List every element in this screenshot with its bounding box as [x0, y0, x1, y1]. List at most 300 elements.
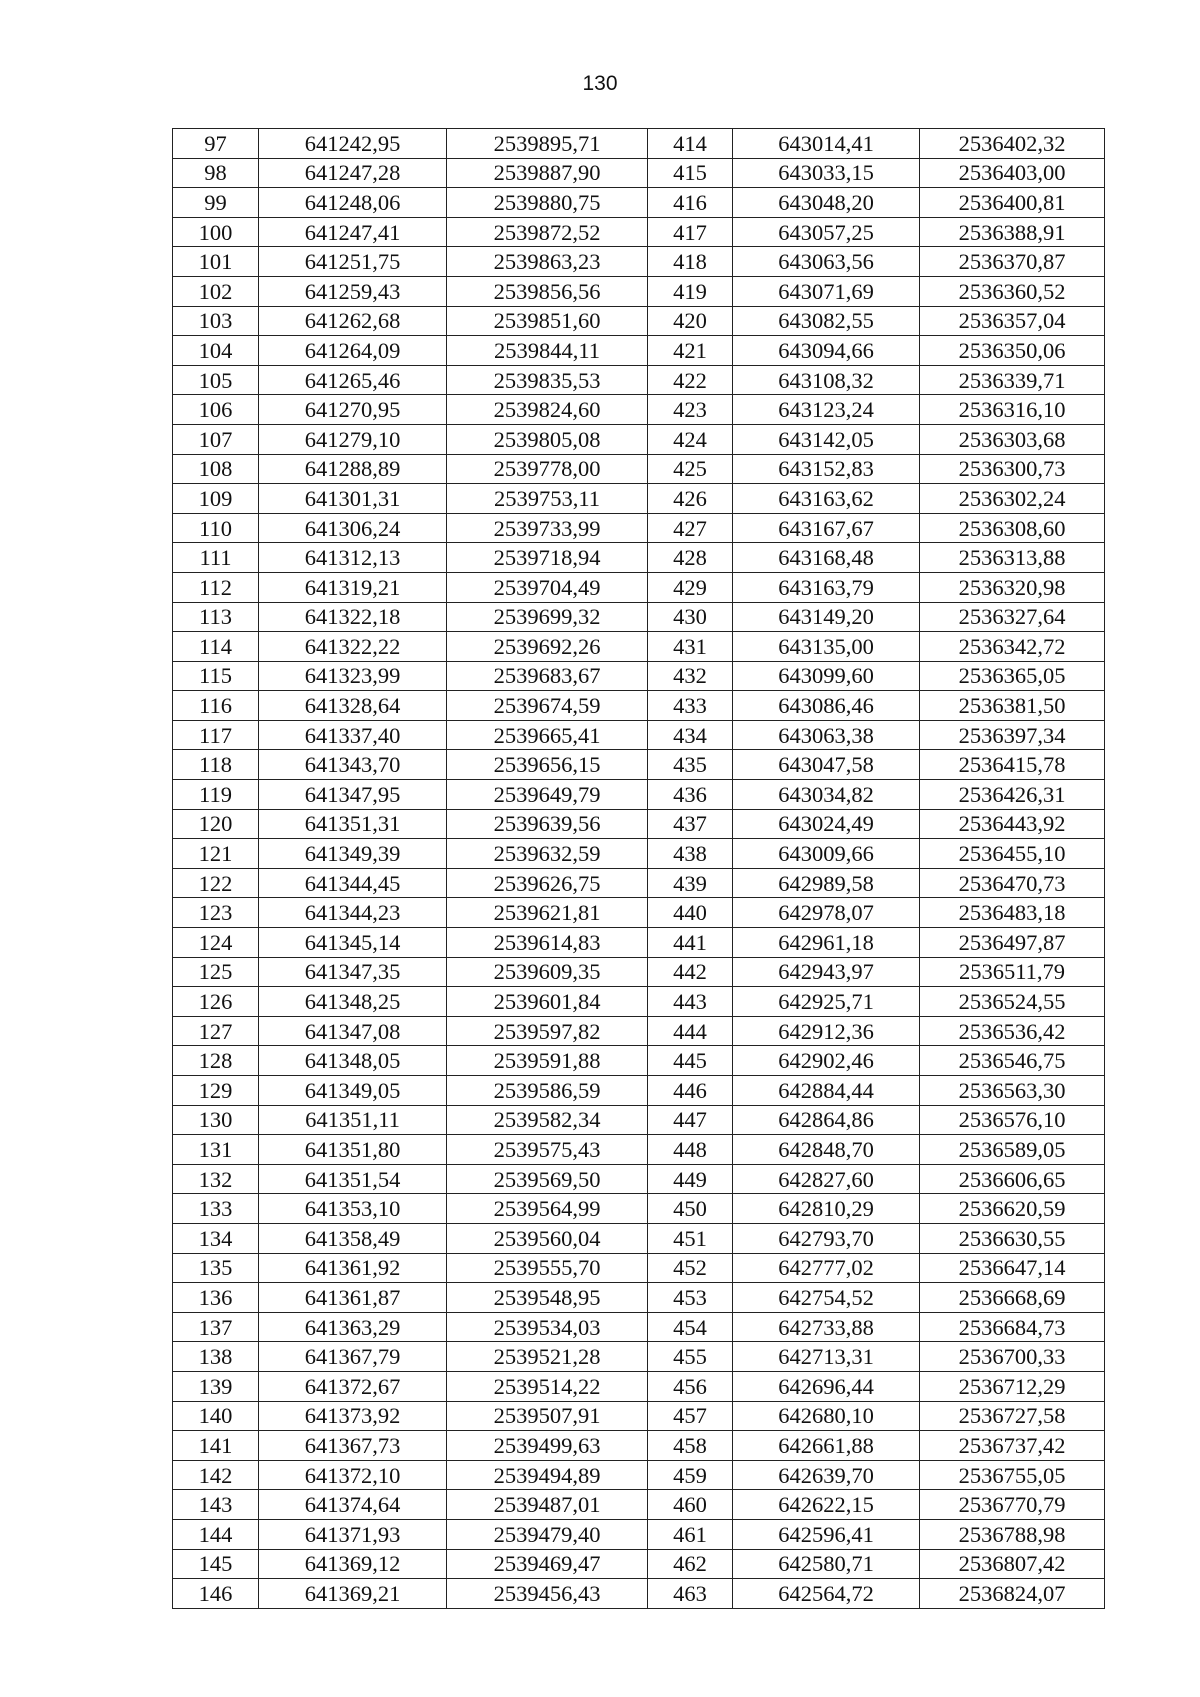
- y-coordinate-cell: 2539626,75: [447, 868, 648, 898]
- x-coordinate-cell: 643163,62: [733, 484, 920, 514]
- point-number-cell: 439: [648, 868, 733, 898]
- point-number-cell: 429: [648, 572, 733, 602]
- y-coordinate-cell: 2536320,98: [920, 572, 1105, 602]
- x-coordinate-cell: 641347,08: [259, 1016, 447, 1046]
- y-coordinate-cell: 2539569,50: [447, 1164, 648, 1194]
- point-number-cell: 120: [173, 809, 259, 839]
- point-number-cell: 124: [173, 928, 259, 958]
- y-coordinate-cell: 2536397,34: [920, 720, 1105, 750]
- table-row: [173, 1283, 1105, 1313]
- table-row: [173, 1519, 1105, 1549]
- x-coordinate-cell: 641344,23: [259, 898, 447, 928]
- y-coordinate-cell: 2536497,87: [920, 928, 1105, 958]
- y-coordinate-cell: 2536415,78: [920, 750, 1105, 780]
- x-coordinate-cell: 642884,44: [733, 1076, 920, 1106]
- x-coordinate-cell: 643135,00: [733, 632, 920, 662]
- x-coordinate-cell: 643163,79: [733, 572, 920, 602]
- x-coordinate-cell: 641262,68: [259, 306, 447, 336]
- y-coordinate-cell: 2539521,28: [447, 1342, 648, 1372]
- point-number-cell: 437: [648, 809, 733, 839]
- x-coordinate-cell: 641242,95: [259, 129, 447, 159]
- x-coordinate-cell: 642810,29: [733, 1194, 920, 1224]
- table-row: [173, 129, 1105, 159]
- x-coordinate-cell: 642989,58: [733, 868, 920, 898]
- y-coordinate-cell: 2539704,49: [447, 572, 648, 602]
- y-coordinate-cell: 2536313,88: [920, 543, 1105, 573]
- x-coordinate-cell: 642564,72: [733, 1579, 920, 1609]
- x-coordinate-cell: 641270,95: [259, 395, 447, 425]
- y-coordinate-cell: 2539674,59: [447, 691, 648, 721]
- y-coordinate-cell: 2539575,43: [447, 1135, 648, 1165]
- point-number-cell: 115: [173, 661, 259, 691]
- y-coordinate-cell: 2536339,71: [920, 365, 1105, 395]
- point-number-cell: 107: [173, 424, 259, 454]
- point-number-cell: 127: [173, 1016, 259, 1046]
- point-number-cell: 126: [173, 987, 259, 1017]
- table-row: [173, 1460, 1105, 1490]
- y-coordinate-cell: 2536370,87: [920, 247, 1105, 277]
- point-number-cell: 459: [648, 1460, 733, 1490]
- y-coordinate-cell: 2539718,94: [447, 543, 648, 573]
- x-coordinate-cell: 643048,20: [733, 188, 920, 218]
- point-number-cell: 118: [173, 750, 259, 780]
- table-row: [173, 1253, 1105, 1283]
- y-coordinate-cell: 2536755,05: [920, 1460, 1105, 1490]
- point-number-cell: 143: [173, 1490, 259, 1520]
- x-coordinate-cell: 641363,29: [259, 1312, 447, 1342]
- y-coordinate-cell: 2539555,70: [447, 1253, 648, 1283]
- y-coordinate-cell: 2536536,42: [920, 1016, 1105, 1046]
- table-row: [173, 158, 1105, 188]
- x-coordinate-cell: 641251,75: [259, 247, 447, 277]
- point-number-cell: 417: [648, 217, 733, 247]
- point-number-cell: 100: [173, 217, 259, 247]
- x-coordinate-cell: 642864,86: [733, 1105, 920, 1135]
- y-coordinate-cell: 2539507,91: [447, 1401, 648, 1431]
- x-coordinate-cell: 642925,71: [733, 987, 920, 1017]
- y-coordinate-cell: 2536470,73: [920, 868, 1105, 898]
- table-row: [173, 898, 1105, 928]
- point-number-cell: 103: [173, 306, 259, 336]
- point-number-cell: 122: [173, 868, 259, 898]
- y-coordinate-cell: 2539851,60: [447, 306, 648, 336]
- y-coordinate-cell: 2536712,29: [920, 1371, 1105, 1401]
- point-number-cell: 433: [648, 691, 733, 721]
- point-number-cell: 446: [648, 1076, 733, 1106]
- x-coordinate-cell: 641358,49: [259, 1223, 447, 1253]
- point-number-cell: 121: [173, 839, 259, 869]
- y-coordinate-cell: 2536684,73: [920, 1312, 1105, 1342]
- point-number-cell: 99: [173, 188, 259, 218]
- y-coordinate-cell: 2539872,52: [447, 217, 648, 247]
- y-coordinate-cell: 2539778,00: [447, 454, 648, 484]
- point-number-cell: 123: [173, 898, 259, 928]
- y-coordinate-cell: 2536381,50: [920, 691, 1105, 721]
- x-coordinate-cell: 642827,60: [733, 1164, 920, 1194]
- x-coordinate-cell: 643142,05: [733, 424, 920, 454]
- x-coordinate-cell: 641361,92: [259, 1253, 447, 1283]
- table-row: [173, 572, 1105, 602]
- x-coordinate-cell: 641349,05: [259, 1076, 447, 1106]
- table-row: [173, 602, 1105, 632]
- point-number-cell: 450: [648, 1194, 733, 1224]
- table-row: [173, 395, 1105, 425]
- point-number-cell: 133: [173, 1194, 259, 1224]
- y-coordinate-cell: 2536727,58: [920, 1401, 1105, 1431]
- point-number-cell: 430: [648, 602, 733, 632]
- y-coordinate-cell: 2536388,91: [920, 217, 1105, 247]
- point-number-cell: 142: [173, 1460, 259, 1490]
- x-coordinate-cell: 641322,18: [259, 602, 447, 632]
- y-coordinate-cell: 2539514,22: [447, 1371, 648, 1401]
- y-coordinate-cell: 2539844,11: [447, 336, 648, 366]
- x-coordinate-cell: 641351,11: [259, 1105, 447, 1135]
- table-row: [173, 1016, 1105, 1046]
- table-row: [173, 1490, 1105, 1520]
- y-coordinate-cell: 2539639,56: [447, 809, 648, 839]
- table-row: [173, 957, 1105, 987]
- x-coordinate-cell: 642912,36: [733, 1016, 920, 1046]
- y-coordinate-cell: 2539586,59: [447, 1076, 648, 1106]
- x-coordinate-cell: 641248,06: [259, 188, 447, 218]
- point-number-cell: 453: [648, 1283, 733, 1313]
- y-coordinate-cell: 2536647,14: [920, 1253, 1105, 1283]
- table-row: [173, 1076, 1105, 1106]
- point-number-cell: 104: [173, 336, 259, 366]
- table-row: [173, 365, 1105, 395]
- point-number-cell: 110: [173, 513, 259, 543]
- y-coordinate-cell: 2536327,64: [920, 602, 1105, 632]
- x-coordinate-cell: 641369,21: [259, 1579, 447, 1609]
- point-number-cell: 131: [173, 1135, 259, 1165]
- point-number-cell: 456: [648, 1371, 733, 1401]
- x-coordinate-cell: 642754,52: [733, 1283, 920, 1313]
- table-row: [173, 306, 1105, 336]
- x-coordinate-cell: 641247,41: [259, 217, 447, 247]
- y-coordinate-cell: 2536426,31: [920, 780, 1105, 810]
- y-coordinate-cell: 2536365,05: [920, 661, 1105, 691]
- y-coordinate-cell: 2536300,73: [920, 454, 1105, 484]
- y-coordinate-cell: 2536606,65: [920, 1164, 1105, 1194]
- x-coordinate-cell: 642777,02: [733, 1253, 920, 1283]
- table-row: [173, 1401, 1105, 1431]
- y-coordinate-cell: 2539601,84: [447, 987, 648, 1017]
- x-coordinate-cell: 642680,10: [733, 1401, 920, 1431]
- point-number-cell: 419: [648, 276, 733, 306]
- x-coordinate-cell: 641312,13: [259, 543, 447, 573]
- point-number-cell: 445: [648, 1046, 733, 1076]
- x-coordinate-cell: 642622,15: [733, 1490, 920, 1520]
- x-coordinate-cell: 643034,82: [733, 780, 920, 810]
- x-coordinate-cell: 643152,83: [733, 454, 920, 484]
- y-coordinate-cell: 2539649,79: [447, 780, 648, 810]
- x-coordinate-cell: 642696,44: [733, 1371, 920, 1401]
- x-coordinate-cell: 642961,18: [733, 928, 920, 958]
- point-number-cell: 455: [648, 1342, 733, 1372]
- table-row: [173, 543, 1105, 573]
- y-coordinate-cell: 2539880,75: [447, 188, 648, 218]
- table-row: [173, 1194, 1105, 1224]
- y-coordinate-cell: 2536360,52: [920, 276, 1105, 306]
- x-coordinate-cell: 642943,97: [733, 957, 920, 987]
- x-coordinate-cell: 641347,35: [259, 957, 447, 987]
- x-coordinate-cell: 642733,88: [733, 1312, 920, 1342]
- point-number-cell: 434: [648, 720, 733, 750]
- table-row: [173, 188, 1105, 218]
- x-coordinate-cell: 641319,21: [259, 572, 447, 602]
- point-number-cell: 452: [648, 1253, 733, 1283]
- x-coordinate-cell: 641264,09: [259, 336, 447, 366]
- point-number-cell: 117: [173, 720, 259, 750]
- x-coordinate-cell: 641306,24: [259, 513, 447, 543]
- x-coordinate-cell: 643149,20: [733, 602, 920, 632]
- point-number-cell: 436: [648, 780, 733, 810]
- point-number-cell: 423: [648, 395, 733, 425]
- x-coordinate-cell: 642596,41: [733, 1519, 920, 1549]
- y-coordinate-cell: 2539614,83: [447, 928, 648, 958]
- point-number-cell: 136: [173, 1283, 259, 1313]
- y-coordinate-cell: 2539494,89: [447, 1460, 648, 1490]
- point-number-cell: 112: [173, 572, 259, 602]
- x-coordinate-cell: 643014,41: [733, 129, 920, 159]
- y-coordinate-cell: 2539683,67: [447, 661, 648, 691]
- table-row: [173, 1549, 1105, 1579]
- point-number-cell: 98: [173, 158, 259, 188]
- x-coordinate-cell: 643071,69: [733, 276, 920, 306]
- point-number-cell: 447: [648, 1105, 733, 1135]
- y-coordinate-cell: 2536807,42: [920, 1549, 1105, 1579]
- y-coordinate-cell: 2539487,01: [447, 1490, 648, 1520]
- x-coordinate-cell: 641367,79: [259, 1342, 447, 1372]
- y-coordinate-cell: 2536770,79: [920, 1490, 1105, 1520]
- y-coordinate-cell: 2539835,53: [447, 365, 648, 395]
- y-coordinate-cell: 2539895,71: [447, 129, 648, 159]
- point-number-cell: 426: [648, 484, 733, 514]
- table-row: [173, 839, 1105, 869]
- x-coordinate-cell: 641344,45: [259, 868, 447, 898]
- x-coordinate-cell: 643082,55: [733, 306, 920, 336]
- y-coordinate-cell: 2536483,18: [920, 898, 1105, 928]
- y-coordinate-cell: 2539805,08: [447, 424, 648, 454]
- y-coordinate-cell: 2539665,41: [447, 720, 648, 750]
- y-coordinate-cell: 2536402,32: [920, 129, 1105, 159]
- y-coordinate-cell: 2536563,30: [920, 1076, 1105, 1106]
- x-coordinate-cell: 642793,70: [733, 1223, 920, 1253]
- point-number-cell: 97: [173, 129, 259, 159]
- x-coordinate-cell: 641351,31: [259, 809, 447, 839]
- y-coordinate-cell: 2536303,68: [920, 424, 1105, 454]
- x-coordinate-cell: 641351,54: [259, 1164, 447, 1194]
- point-number-cell: 438: [648, 839, 733, 869]
- y-coordinate-cell: 2536589,05: [920, 1135, 1105, 1165]
- table-row: [173, 1105, 1105, 1135]
- table-row: [173, 217, 1105, 247]
- table-row: [173, 809, 1105, 839]
- x-coordinate-cell: 641247,28: [259, 158, 447, 188]
- y-coordinate-cell: 2536316,10: [920, 395, 1105, 425]
- table-row: [173, 780, 1105, 810]
- x-coordinate-cell: 643047,58: [733, 750, 920, 780]
- table-row: [173, 720, 1105, 750]
- y-coordinate-cell: 2536400,81: [920, 188, 1105, 218]
- y-coordinate-cell: 2536342,72: [920, 632, 1105, 662]
- x-coordinate-cell: 641322,22: [259, 632, 447, 662]
- y-coordinate-cell: 2539499,63: [447, 1431, 648, 1461]
- table-row: [173, 424, 1105, 454]
- x-coordinate-cell: 641323,99: [259, 661, 447, 691]
- table-row: [173, 1164, 1105, 1194]
- point-number-cell: 424: [648, 424, 733, 454]
- x-coordinate-cell: 643108,32: [733, 365, 920, 395]
- table-row: [173, 928, 1105, 958]
- x-coordinate-cell: 643168,48: [733, 543, 920, 573]
- y-coordinate-cell: 2539632,59: [447, 839, 648, 869]
- point-number-cell: 105: [173, 365, 259, 395]
- point-number-cell: 108: [173, 454, 259, 484]
- point-number-cell: 425: [648, 454, 733, 484]
- point-number-cell: 461: [648, 1519, 733, 1549]
- point-number-cell: 435: [648, 750, 733, 780]
- y-coordinate-cell: 2539609,35: [447, 957, 648, 987]
- y-coordinate-cell: 2539456,43: [447, 1579, 648, 1609]
- y-coordinate-cell: 2539733,99: [447, 513, 648, 543]
- x-coordinate-cell: 643057,25: [733, 217, 920, 247]
- x-coordinate-cell: 642639,70: [733, 1460, 920, 1490]
- table-row: [173, 276, 1105, 306]
- x-coordinate-cell: 643123,24: [733, 395, 920, 425]
- x-coordinate-cell: 642713,31: [733, 1342, 920, 1372]
- y-coordinate-cell: 2536700,33: [920, 1342, 1105, 1372]
- x-coordinate-cell: 641367,73: [259, 1431, 447, 1461]
- x-coordinate-cell: 641372,10: [259, 1460, 447, 1490]
- point-number-cell: 432: [648, 661, 733, 691]
- point-number-cell: 101: [173, 247, 259, 277]
- y-coordinate-cell: 2536546,75: [920, 1046, 1105, 1076]
- y-coordinate-cell: 2539856,56: [447, 276, 648, 306]
- point-number-cell: 442: [648, 957, 733, 987]
- point-number-cell: 422: [648, 365, 733, 395]
- point-number-cell: 444: [648, 1016, 733, 1046]
- point-number-cell: 145: [173, 1549, 259, 1579]
- x-coordinate-cell: 641351,80: [259, 1135, 447, 1165]
- point-number-cell: 113: [173, 602, 259, 632]
- point-number-cell: 144: [173, 1519, 259, 1549]
- point-number-cell: 416: [648, 188, 733, 218]
- y-coordinate-cell: 2539692,26: [447, 632, 648, 662]
- x-coordinate-cell: 642848,70: [733, 1135, 920, 1165]
- point-number-cell: 460: [648, 1490, 733, 1520]
- point-number-cell: 128: [173, 1046, 259, 1076]
- x-coordinate-cell: 641279,10: [259, 424, 447, 454]
- point-number-cell: 458: [648, 1431, 733, 1461]
- x-coordinate-cell: 642580,71: [733, 1549, 920, 1579]
- y-coordinate-cell: 2536630,55: [920, 1223, 1105, 1253]
- point-number-cell: 139: [173, 1371, 259, 1401]
- point-number-cell: 448: [648, 1135, 733, 1165]
- point-number-cell: 415: [648, 158, 733, 188]
- x-coordinate-cell: 643063,38: [733, 720, 920, 750]
- x-coordinate-cell: 641259,43: [259, 276, 447, 306]
- x-coordinate-cell: 643094,66: [733, 336, 920, 366]
- y-coordinate-cell: 2536576,10: [920, 1105, 1105, 1135]
- y-coordinate-cell: 2539621,81: [447, 898, 648, 928]
- x-coordinate-cell: 641373,92: [259, 1401, 447, 1431]
- y-coordinate-cell: 2539564,99: [447, 1194, 648, 1224]
- x-coordinate-cell: 642902,46: [733, 1046, 920, 1076]
- x-coordinate-cell: 643024,49: [733, 809, 920, 839]
- point-number-cell: 116: [173, 691, 259, 721]
- x-coordinate-cell: 643099,60: [733, 661, 920, 691]
- x-coordinate-cell: 643009,66: [733, 839, 920, 869]
- point-number-cell: 109: [173, 484, 259, 514]
- page-number: 130: [582, 72, 618, 95]
- point-number-cell: 451: [648, 1223, 733, 1253]
- point-number-cell: 134: [173, 1223, 259, 1253]
- x-coordinate-cell: 642978,07: [733, 898, 920, 928]
- x-coordinate-cell: 641372,67: [259, 1371, 447, 1401]
- y-coordinate-cell: 2536524,55: [920, 987, 1105, 1017]
- y-coordinate-cell: 2536308,60: [920, 513, 1105, 543]
- x-coordinate-cell: 641288,89: [259, 454, 447, 484]
- point-number-cell: 420: [648, 306, 733, 336]
- y-coordinate-cell: 2536824,07: [920, 1579, 1105, 1609]
- table-row: [173, 1046, 1105, 1076]
- point-number-cell: 102: [173, 276, 259, 306]
- point-number-cell: 119: [173, 780, 259, 810]
- point-number-cell: 463: [648, 1579, 733, 1609]
- x-coordinate-cell: 641349,39: [259, 839, 447, 869]
- point-number-cell: 129: [173, 1076, 259, 1106]
- y-coordinate-cell: 2539863,23: [447, 247, 648, 277]
- y-coordinate-cell: 2539479,40: [447, 1519, 648, 1549]
- y-coordinate-cell: 2539656,15: [447, 750, 648, 780]
- y-coordinate-cell: 2539582,34: [447, 1105, 648, 1135]
- table-row: [173, 691, 1105, 721]
- x-coordinate-cell: 641353,10: [259, 1194, 447, 1224]
- x-coordinate-cell: 641301,31: [259, 484, 447, 514]
- x-coordinate-cell: 642661,88: [733, 1431, 920, 1461]
- point-number-cell: 114: [173, 632, 259, 662]
- x-coordinate-cell: 643063,56: [733, 247, 920, 277]
- point-number-cell: 132: [173, 1164, 259, 1194]
- point-number-cell: 138: [173, 1342, 259, 1372]
- y-coordinate-cell: 2536403,00: [920, 158, 1105, 188]
- point-number-cell: 130: [173, 1105, 259, 1135]
- table-row: [173, 1579, 1105, 1609]
- x-coordinate-cell: 641265,46: [259, 365, 447, 395]
- y-coordinate-cell: 2539597,82: [447, 1016, 648, 1046]
- y-coordinate-cell: 2536455,10: [920, 839, 1105, 869]
- x-coordinate-cell: 641347,95: [259, 780, 447, 810]
- y-coordinate-cell: 2536737,42: [920, 1431, 1105, 1461]
- y-coordinate-cell: 2536350,06: [920, 336, 1105, 366]
- point-number-cell: 421: [648, 336, 733, 366]
- x-coordinate-cell: 643086,46: [733, 691, 920, 721]
- y-coordinate-cell: 2539591,88: [447, 1046, 648, 1076]
- coordinates-table-body: [173, 129, 1105, 1609]
- x-coordinate-cell: 641369,12: [259, 1549, 447, 1579]
- y-coordinate-cell: 2536302,24: [920, 484, 1105, 514]
- point-number-cell: 431: [648, 632, 733, 662]
- y-coordinate-cell: 2539548,95: [447, 1283, 648, 1313]
- table-row: [173, 484, 1105, 514]
- y-coordinate-cell: 2536788,98: [920, 1519, 1105, 1549]
- x-coordinate-cell: 643167,67: [733, 513, 920, 543]
- y-coordinate-cell: 2536511,79: [920, 957, 1105, 987]
- x-coordinate-cell: 641348,25: [259, 987, 447, 1017]
- x-coordinate-cell: 641345,14: [259, 928, 447, 958]
- point-number-cell: 414: [648, 129, 733, 159]
